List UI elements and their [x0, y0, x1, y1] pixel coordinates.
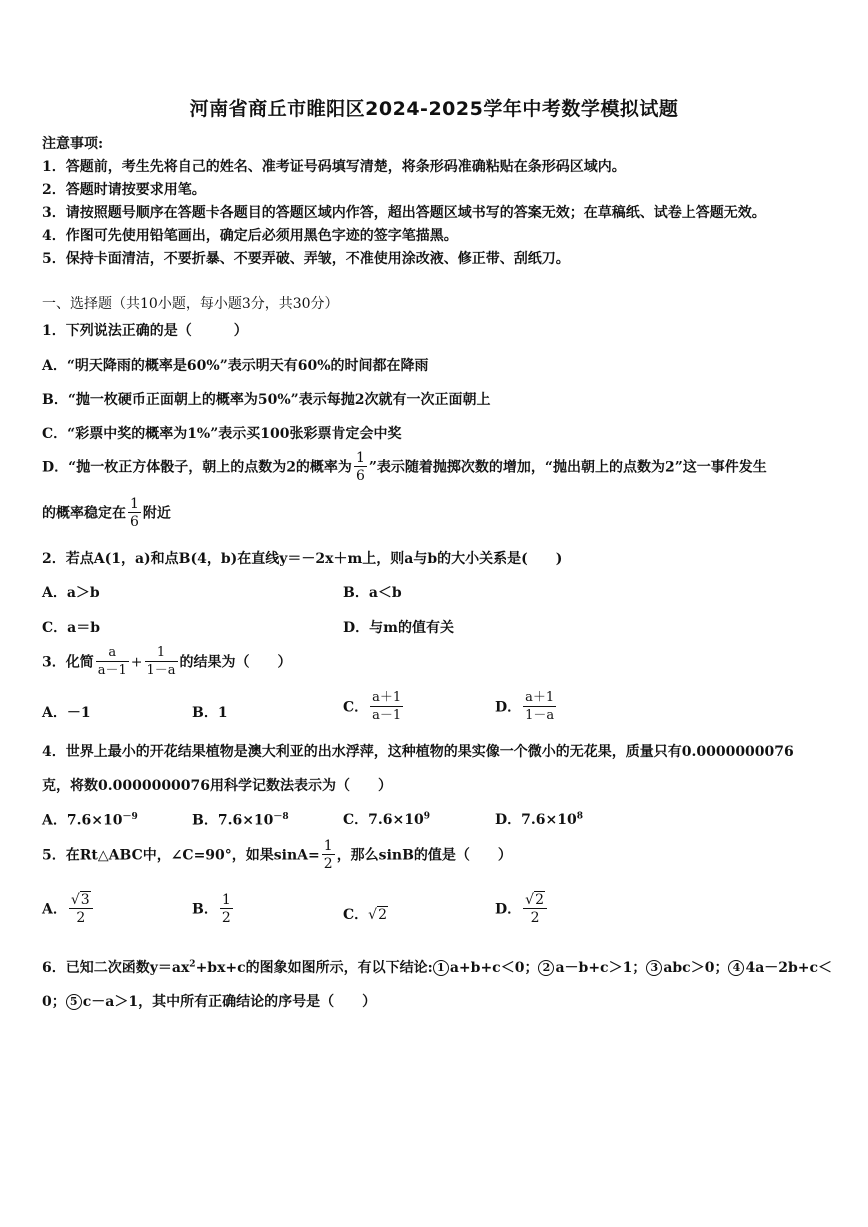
conclusion-5: c－a＞1，其中所有正确结论的序号是（ ）	[82, 994, 377, 1010]
question-3-option-c	[343, 690, 405, 725]
fraction-numerator: a	[96, 645, 129, 662]
q6-line2-pre: 0；	[42, 994, 66, 1010]
fraction-numerator: 1	[130, 496, 139, 512]
q3-option-d-fraction	[523, 690, 556, 725]
option-label: D．	[495, 901, 522, 918]
fraction-numerator: a＋1	[525, 690, 555, 705]
fraction-denominator: a－1	[372, 708, 402, 723]
fraction-one-sixth-2	[128, 496, 141, 531]
conclusion-3: abc＞0；	[663, 960, 729, 976]
question-6-stem-line1	[42, 957, 832, 977]
circled-number-1: 1	[433, 960, 449, 976]
circled-number-2: 2	[538, 960, 554, 976]
question-1-option-c: C．“彩票中奖的概率为1%”表示买100张彩票肯定会中奖	[42, 426, 402, 442]
question-4-option-b	[192, 809, 289, 830]
q3-fraction-1	[96, 645, 129, 680]
notice-item-1: 1．答题前，考生先将自己的姓名、准考证号码填写清楚，将条形码准确粘贴在条形码区域内。	[42, 159, 626, 175]
page-title: 河南省商丘市睢阳区2024-2025学年中考数学模拟试题	[189, 98, 679, 120]
q5-stem-pre: 5．在Rt△ABC中，∠C=90°，如果sinA=	[42, 847, 320, 864]
conclusion-1: a+b+c＜0；	[449, 960, 539, 976]
question-4-stem-line2: 克，将数0.0000000076用科学记数法表示为（ ）	[42, 778, 393, 794]
question-1-option-a: A．“明天降雨的概率是60%”表示明天有60%的时间都在降雨	[42, 358, 429, 374]
fraction-numerator	[69, 892, 93, 909]
question-2-option-b: B．a＜b	[343, 585, 402, 601]
fraction-denominator: a－1	[97, 663, 127, 678]
q6-stem-mid: +bx+c的图象如图所示，有以下结论:	[195, 960, 433, 976]
sqrt-icon	[71, 892, 91, 908]
question-5-stem	[42, 838, 512, 873]
option-label: A．	[42, 901, 67, 918]
question-3-option-d	[495, 690, 558, 725]
fraction-numerator: a＋1	[372, 690, 402, 705]
question-4-option-d	[495, 809, 583, 829]
sqrt-symbol: √	[70, 892, 80, 908]
question-5-option-b	[192, 892, 235, 927]
fraction-denominator: 1－a	[146, 663, 176, 678]
option-base: C．7.6×10	[343, 812, 424, 828]
section-heading: 一、选择题（共10小题，每小题3分，共30分）	[42, 296, 339, 312]
q5-option-d-fraction	[523, 892, 547, 927]
q3-stem-pre: 3．化简	[42, 654, 94, 671]
conclusion-2: a－b+c＞1；	[555, 960, 647, 976]
question-1-option-d	[42, 450, 767, 485]
option-exponent: 9	[423, 811, 430, 822]
option-exponent: －8	[273, 812, 289, 822]
question-1-option-d-line2	[42, 496, 171, 531]
question-3-option-a: A．－1	[42, 705, 91, 721]
question-2-option-d: D．与m的值有关	[343, 620, 454, 636]
option-label: D．	[495, 699, 522, 716]
q3-stem-post: 的结果为（ ）	[179, 654, 292, 671]
q5-option-a-fraction	[69, 892, 93, 927]
option-label: C．	[343, 699, 369, 716]
q5-stem-post: ，那么sinB的值是（ ）	[336, 847, 512, 864]
fraction-denominator: 6	[130, 514, 139, 530]
notice-heading: 注意事项:	[42, 136, 104, 152]
question-2-option-c: C．a＝b	[42, 620, 101, 636]
fraction-one-sixth	[354, 450, 367, 485]
fraction-numerator: 1	[323, 838, 333, 854]
question-6-stem-line2	[42, 991, 376, 1011]
question-5-option-a	[42, 892, 95, 927]
fraction-numerator: 1	[221, 892, 231, 908]
q3-option-c-fraction	[370, 690, 403, 725]
circled-number-3: 3	[646, 960, 662, 976]
exponent: 2	[189, 959, 196, 970]
radicand: 3	[80, 892, 90, 908]
sqrt-symbol: √	[525, 892, 535, 908]
option-d-text-pre: D．“抛一枚正方体骰子，朝上的点数为2的概率为	[42, 459, 352, 476]
q3-fraction-2	[145, 645, 178, 680]
notice-item-4: 4．作图可先使用铅笔画出，确定后必须用黑色字迹的签字笔描黑。	[42, 228, 458, 244]
radicand: 2	[535, 892, 544, 908]
fraction-numerator: 1	[145, 645, 178, 662]
sqrt-icon	[525, 892, 545, 908]
fraction-denominator: 2	[221, 910, 231, 926]
question-2-stem: 2．若点A(1，a)和点B(4，b)在直线y＝－2x＋m上，则a与b的大小关系是( )	[42, 551, 563, 567]
option-base: D．7.6×10	[495, 812, 577, 828]
question-5-option-d	[495, 892, 549, 927]
q6-stem-pre: 6．已知二次函数y＝ax	[42, 960, 190, 976]
option-exponent: －9	[122, 812, 138, 822]
q5-fraction-one-half	[322, 838, 335, 873]
option-exponent: 8	[576, 811, 583, 822]
fraction-denominator: 6	[355, 468, 365, 484]
question-4-option-a	[42, 809, 138, 830]
notice-item-5: 5．保持卡面清洁，不要折暴、不要弄破、弄皱，不准使用涂改液、修正带、刮纸刀。	[42, 251, 570, 267]
radicand: 2	[378, 907, 387, 923]
option-d-text-post: ”表示随着抛掷次数的增加，“抛出朝上的点数为2”这一事件发生	[368, 459, 767, 476]
fraction-denominator: 2	[530, 910, 540, 926]
option-d-line2-pre: 的概率稳定在	[42, 505, 126, 522]
question-3-stem	[42, 645, 292, 680]
question-1-stem: 1．下列说法正确的是（ ）	[42, 323, 248, 339]
option-d-line2-post: 附近	[142, 505, 171, 522]
notice-item-3: 3．请按照题号顺序在答题卡各题目的答题区域内作答，超出答题区域书写的答案无效；在草稿纸、试卷上答题无效。	[42, 205, 766, 221]
option-base: B．7.6×10	[192, 812, 274, 829]
fraction-numerator	[523, 892, 547, 909]
fraction-denominator: 2	[323, 856, 333, 872]
sqrt-icon	[368, 907, 388, 923]
fraction-denominator: 2	[76, 910, 86, 926]
conclusion-4: 4a－2b+c＜	[745, 960, 833, 976]
question-4-stem-line1: 4．世界上最小的开花结果植物是澳大利亚的出水浮萍，这种植物的果实像一个微小的无花果，质量只有0.0000000076	[42, 744, 794, 760]
question-5-option-c	[343, 904, 388, 924]
question-3-option-b: B．1	[192, 705, 228, 721]
fraction-numerator: 1	[355, 450, 365, 466]
fraction-denominator: 1－a	[525, 708, 555, 723]
plus-sign: +	[130, 654, 143, 671]
option-base: A．7.6×10	[42, 812, 123, 829]
question-2-option-a: A．a＞b	[42, 585, 100, 601]
q5-option-b-fraction	[220, 892, 233, 927]
sqrt-symbol: √	[368, 907, 378, 923]
question-4-option-c	[343, 809, 430, 829]
question-1-option-b: B．“抛一枚硬币正面朝上的概率为50%”表示每抛2次就有一次正面朝上	[42, 392, 491, 408]
option-label: C．	[343, 907, 369, 923]
notice-item-2: 2．答题时请按要求用笔。	[42, 182, 206, 198]
circled-number-5: 5	[66, 994, 82, 1010]
option-label: B．	[192, 901, 218, 918]
circled-number-4: 4	[728, 960, 744, 976]
